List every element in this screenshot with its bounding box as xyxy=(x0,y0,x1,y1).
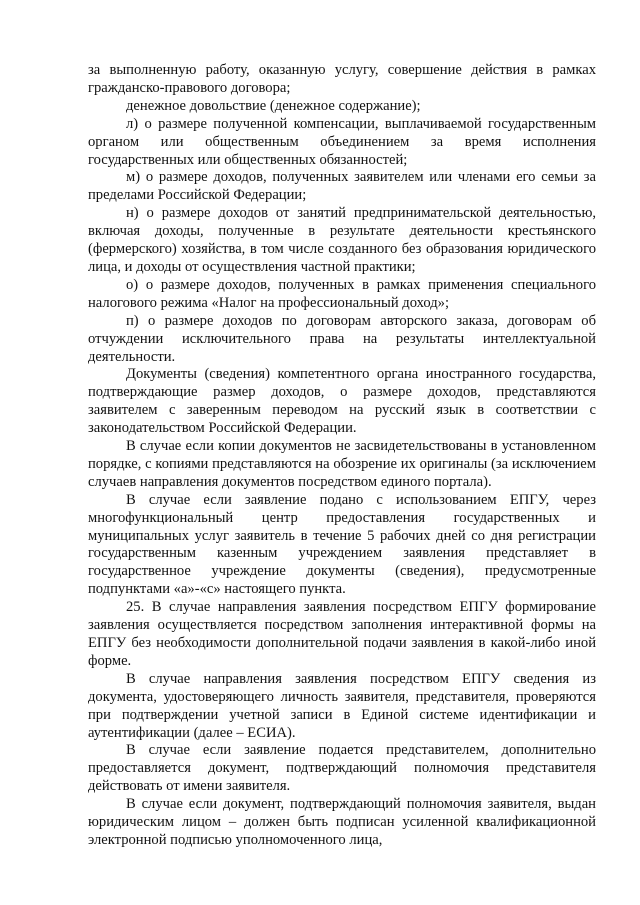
paragraph-section-25: 25. В случае направления заявления посредством ЕПГУ формирование заявления осуществляется посредством заполнения интерактивной формы на ЕПГУ без необходимости дополнительной подачи заявления в какой-либо иной форме. xyxy=(88,599,596,669)
paragraph-epgu-submission: В случае если заявление подано с использованием ЕПГУ, через многофункциональный центр предоставления государственных и муниципальных услуг заявитель в течение 5 рабочих дней со дня регистрации государственным казенным учреждением заявления представляет в государственное учреждение документы (сведения), предусмотренные подпунктами «а»-«с» настоящего пункта. xyxy=(88,491,596,598)
paragraph-item-p: п) о размере доходов по договорам авторского заказа, договорам об отчуждении исключительного права на результаты интеллектуальной деятельности. xyxy=(88,312,596,365)
paragraph-monetary-allowance: денежное довольствие (денежное содержание); xyxy=(126,97,421,114)
paragraph-item-o: о) о размере доходов, полученных в рамках применения специального налогового режима «Налог на профессиональный доход»; xyxy=(88,276,596,311)
paragraph-foreign-documents: Документы (сведения) компетентного органа иностранного государства, подтверждающие размер доходов, о размере доходов, представляются заявителем с заверенным переводом на русский язык в соответствии с законодательством Российской Федерации. xyxy=(88,366,596,437)
paragraph-identity-verification: В случае направления заявления посредством ЕПГУ сведения из документа, удостоверяющего личность заявителя, представителя, проверяются при подтверждении учетной записи в Единой системе идентификации и аутентификации (далее – ЕСИА). xyxy=(88,670,596,741)
paragraph-item-n: н) о размере доходов от занятий предпринимательской деятельностью, включая доходы, полученные в результате деятельности крестьянского (фермерского) хозяйства, в том числе созданного без образования юридического лица, и доходы от осуществления частной практики; xyxy=(88,205,596,275)
paragraph-item-l: л) о размере полученной компенсации, выплачиваемой государственным органом или общественным объединением за время исполнения государственных или общественных обязанностей; xyxy=(88,115,596,168)
paragraph-item-m: м) о размере доходов, полученных заявителем или членами его семьи за пределами Российской Федерации; xyxy=(88,169,596,204)
paragraph-representative: В случае если заявление подается представителем, дополнительно предоставляется документ, подтверждающий полномочия представителя действовать от имени заявителя. xyxy=(88,742,596,795)
paragraph-contract-income: за выполненную работу, оказанную услугу, совершение действия в рамках гражданско-правового договора; xyxy=(88,62,596,96)
paragraph-legal-entity-signature: В случае если документ, подтверждающий полномочия заявителя, выдан юридическим лицом – должен быть подписан усиленной квалификационной электронной подписью уполномоченного лица, xyxy=(88,796,596,848)
paragraph-uncertified-copies: В случае если копии документов не засвидетельствованы в установленном порядке, с копиями представляются на обозрение их оригиналы (за исключением случаев направления документов посредством единого портала). xyxy=(88,438,596,490)
